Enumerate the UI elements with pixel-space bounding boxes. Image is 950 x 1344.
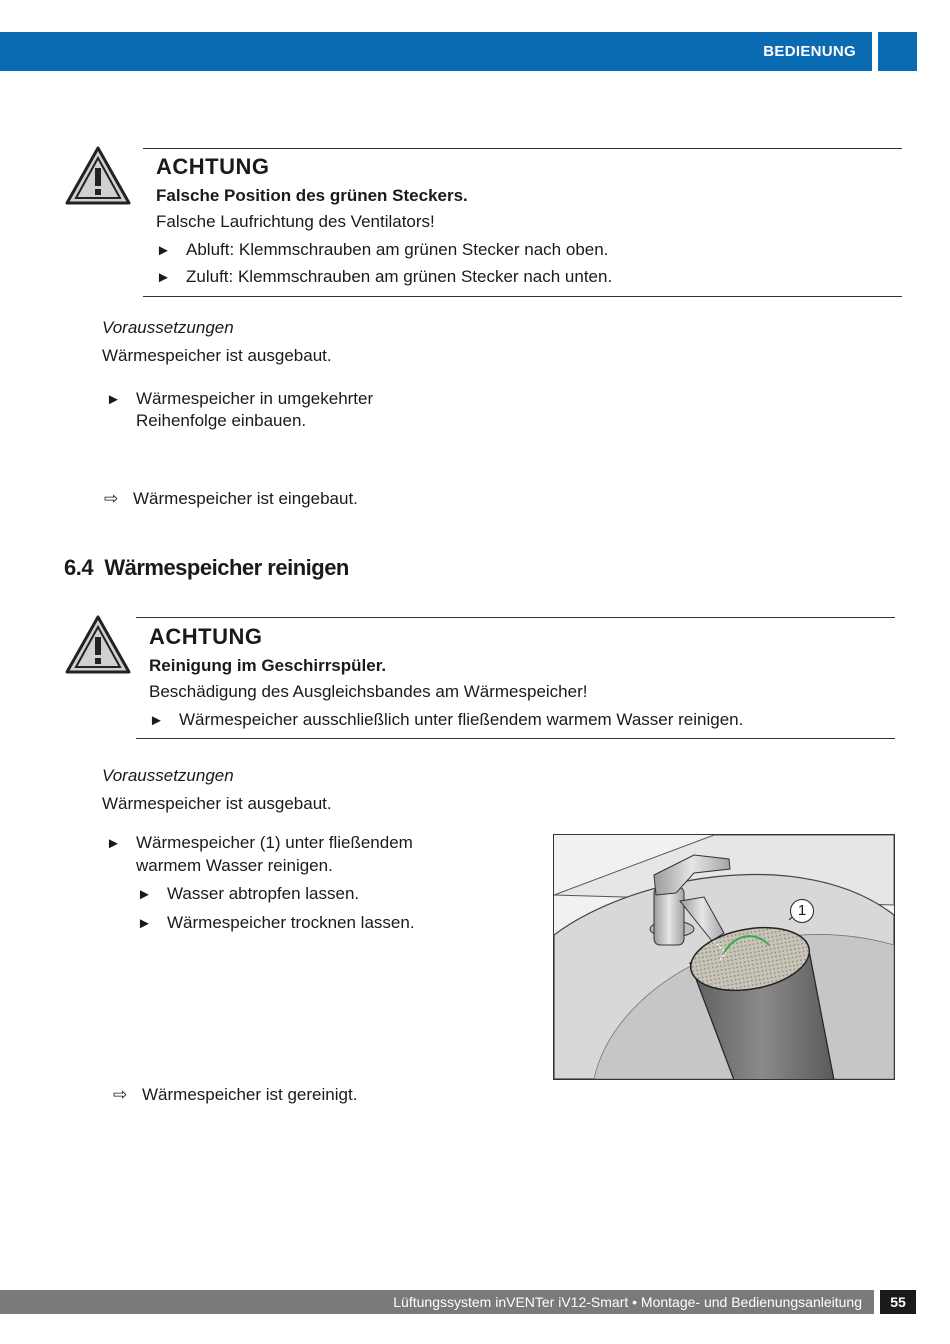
- warning-triangle-icon: [65, 615, 131, 675]
- warning2-bottom-rule: [136, 738, 895, 739]
- step-item: ► Wärmespeicher in umgekehrter: [106, 389, 374, 408]
- page-number: 55: [880, 1290, 916, 1314]
- result-item: ⇨ Wärmespeicher ist eingebaut.: [104, 489, 358, 508]
- step-arrow-icon: ►: [149, 712, 164, 729]
- footer-document-title: Lüftungssystem inVENTer iV12-Smart • Montage- und Bedienungsanleitung: [393, 1294, 862, 1310]
- header-tab-marker: [878, 32, 917, 71]
- footer-bar: [0, 1290, 874, 1314]
- warning2-title: ACHTUNG: [149, 624, 263, 649]
- warning2-subtitle: Reinigung im Geschirrspüler.: [149, 656, 387, 675]
- section-title: Wärmespeicher reinigen: [104, 555, 349, 580]
- warning1-title: ACHTUNG: [156, 154, 270, 179]
- prereq-text: Wärmespeicher ist ausgebaut.: [102, 346, 332, 365]
- warning2-text: Beschädigung des Ausgleichsbandes am Wärmespeicher!: [149, 682, 588, 701]
- result-arrow-icon: ⇨: [113, 1085, 128, 1104]
- step-arrow-icon: ►: [137, 886, 152, 903]
- warning1-text: Falsche Laufrichtung des Ventilators!: [156, 212, 435, 231]
- step-arrow-icon: ►: [137, 915, 152, 932]
- header-bar: [0, 32, 872, 71]
- warning1-top-rule: [143, 148, 902, 149]
- callout-marker: 1: [790, 899, 814, 923]
- heat-exchanger-cleaning-illustration: [553, 834, 895, 1080]
- step-item-continued: Reihenfolge einbauen.: [136, 411, 307, 430]
- warning2-top-rule: [136, 617, 895, 618]
- step-arrow-icon: ►: [156, 242, 171, 259]
- prereq-label: Voraussetzungen: [102, 766, 234, 785]
- substep-item: ► Wärmespeicher trocknen lassen.: [137, 913, 415, 932]
- substep-item: ► Wasser abtropfen lassen.: [137, 884, 360, 903]
- warning1-subtitle: Falsche Position des grünen Steckers.: [156, 186, 468, 205]
- section-heading: [64, 555, 349, 581]
- warning1-bottom-rule: [143, 296, 902, 297]
- section-number: 6.4: [64, 555, 94, 580]
- warning-triangle-icon: [65, 146, 131, 206]
- result-item: ⇨ Wärmespeicher ist gereinigt.: [113, 1085, 358, 1104]
- result-arrow-icon: ⇨: [104, 489, 119, 508]
- warning1-step: ► Abluft: Klemmschrauben am grünen Stecker nach oben.: [156, 240, 609, 259]
- step-item-continued: warmem Wasser reinigen.: [136, 856, 333, 875]
- step-arrow-icon: ►: [106, 391, 121, 408]
- step-item: ► Wärmespeicher (1) unter fließendem: [106, 833, 413, 852]
- warning2-step: ► Wärmespeicher ausschließlich unter fließendem warmem Wasser reinigen.: [149, 710, 744, 729]
- prereq-text: Wärmespeicher ist ausgebaut.: [102, 794, 332, 813]
- warning1-step: ► Zuluft: Klemmschrauben am grünen Stecker nach unten.: [156, 267, 613, 286]
- step-arrow-icon: ►: [156, 269, 171, 286]
- sink-faucet-illustration: [554, 835, 894, 1079]
- step-arrow-icon: ►: [106, 835, 121, 852]
- prereq-label: Voraussetzungen: [102, 318, 234, 337]
- header-section-label: BEDIENUNG: [763, 43, 856, 60]
